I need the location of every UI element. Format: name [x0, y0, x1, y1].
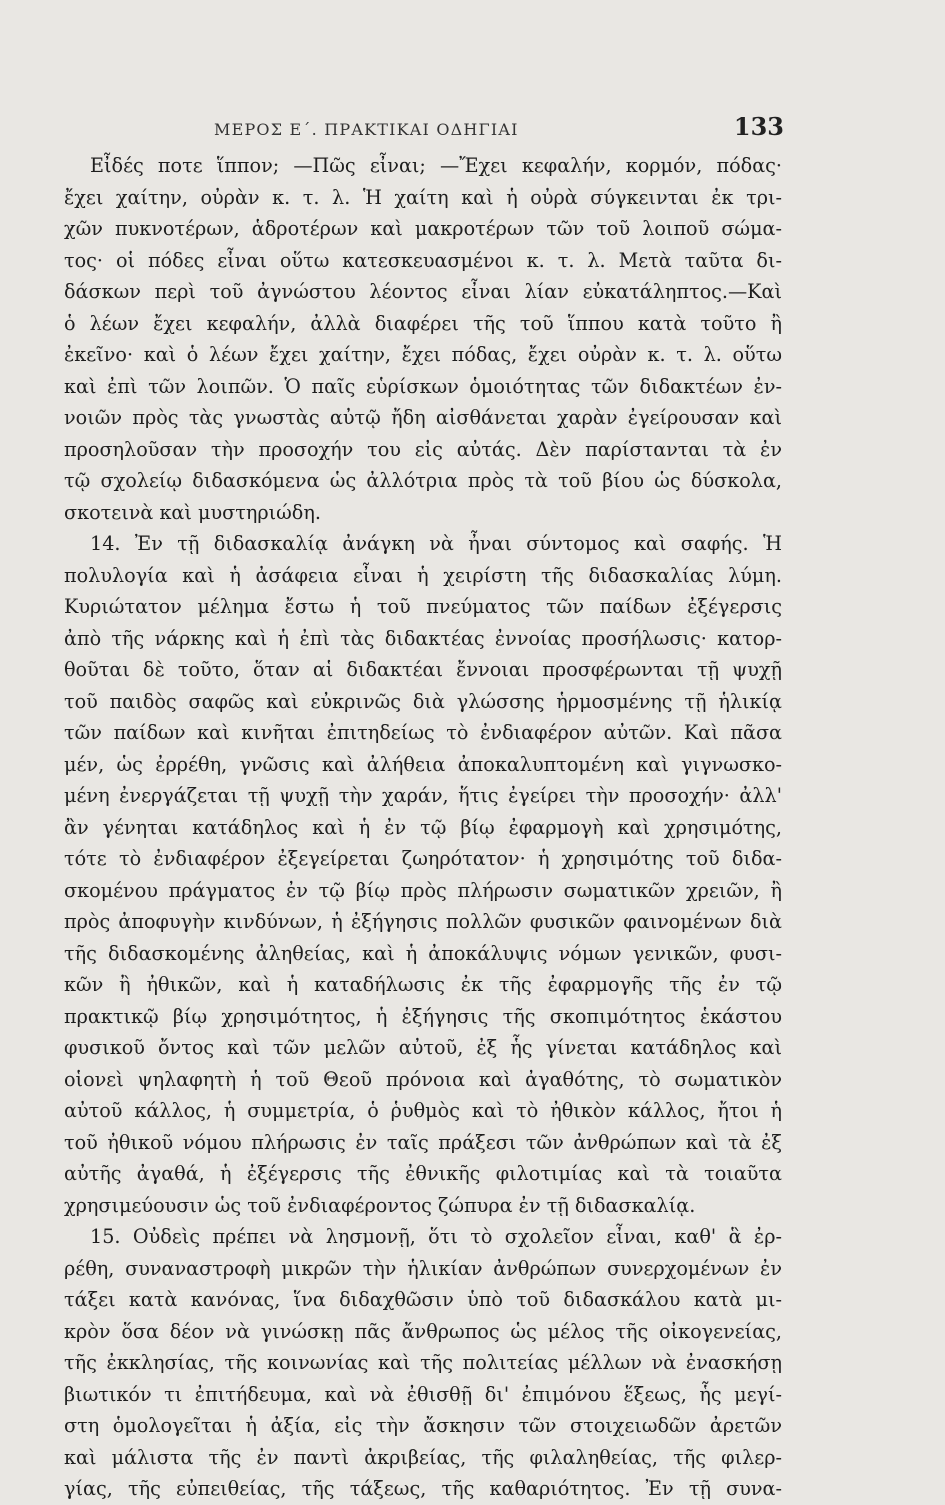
- text-line: Κυριώτατον μέλημα ἔστω ἡ τοῦ πνεύματος τῶν παίδων ἐξέγερσις: [64, 595, 782, 618]
- text-line: πρὸς ἀποφυγὴν κινδύνων, ἡ ἐξήγησις πολλῶν φυσικῶν φαινομένων διὰ: [64, 910, 782, 933]
- running-head: ΜΕΡΟΣ Ε΄. ΠΡΑΚΤΙΚΑΙ ΟΔΗΓΙΑΙ: [214, 120, 519, 139]
- text-line: μέν, ὡς ἐρρέθη, γνῶσις καὶ ἀλήθεια ἀποκαλυπτομένη καὶ γιγνωσκο-: [64, 752, 782, 776]
- text-line: ὁ λέων ἔχει κεφαλήν, ἀλλὰ διαφέρει τῆς τοῦ ἵππου κατὰ τοῦτο ἢ: [64, 311, 782, 335]
- text-line: θοῦται δὲ τοῦτο, ὅταν αἱ διδακτέαι ἔννοιαι προσφέρωνται τῇ ψυχῇ: [64, 658, 782, 681]
- page-number: 133: [733, 112, 784, 141]
- text-line: τῶν παίδων καὶ κινῆται ἐπιτηδείως τὸ ἐνδιαφέρον αὐτῶν. Καὶ πᾶσα: [64, 721, 782, 744]
- text-line: τότε τὸ ἐνδιαφέρον ἐξεγείρεται ζωηρότατον· ἡ χρησιμότης τοῦ διδα-: [64, 847, 782, 870]
- text-line: πρακτικῷ βίῳ χρησιμότητος, ἡ ἐξήγησις τῆς σκοπιμότητος ἑκάστου: [64, 1004, 782, 1028]
- page-header: [64, 112, 784, 146]
- text-line: φυσικοῦ ὄντος καὶ τῶν μελῶν αὐτοῦ, ἐξ ἧς γίνεται κατάδηλος καὶ: [64, 1036, 782, 1059]
- text-line: τάξει κατὰ κανόνας, ἵνα διδαχθῶσιν ὑπὸ τοῦ διδασκάλου κατὰ μι-: [64, 1288, 782, 1311]
- text-line: ἔχει χαίτην, οὐρὰν κ. τ. λ. Ἡ χαίτη καὶ ἡ οὐρὰ σύγκεινται ἐκ τρι-: [64, 185, 782, 209]
- text-line: χῶν πυκνοτέρων, ἁδροτέρων καὶ μακροτέρων τῶν τοῦ λοιποῦ σώμα-: [64, 217, 782, 240]
- text-line: μένη ἐνεργάζεται τῇ ψυχῇ τὴν χαράν, ἥτις ἐγείρει τὴν προσοχήν· ἀλλ': [64, 784, 782, 807]
- text-line: πολυλογία καὶ ἡ ἀσάφεια εἶναι ἡ χειρίστη τῆς διδασκαλίας λύμη.: [64, 563, 782, 587]
- text-line: ἀπὸ τῆς νάρκης καὶ ἡ ἐπὶ τὰς διδακτέας ἐννοίας προσήλωσις· κατορ-: [64, 626, 782, 650]
- text-line: γίας, τῆς εὐπειθείας, τῆς τάξεως, τῆς καθαριότητος. Ἐν τῇ συνα-: [64, 1477, 782, 1500]
- text-line: στη ὁμολογεῖται ἡ ἀξία, εἰς τὴν ἄσκησιν τῶν στοιχειωδῶν ἀρετῶν: [64, 1414, 782, 1437]
- text-line: καὶ μάλιστα τῆς ἐν παντὶ ἀκριβείας, τῆς φιλαληθείας, τῆς φιλερ-: [64, 1445, 782, 1469]
- text-line: κῶν ἢ ἠθικῶν, καὶ ἡ καταδήλωσις ἐκ τῆς ἐφαρμογῆς τῆς ἐν τῷ: [64, 973, 782, 996]
- text-line: βιωτικόν τι ἐπιτήδευμα, καὶ νὰ ἐθισθῇ δι' ἐπιμόνου ἕξεως, ἧς μεγί-: [64, 1382, 782, 1406]
- text-line: τοῦ ἠθικοῦ νόμου πλήρωσις ἐν ταῖς πράξεσι τῶν ἀνθρώπων καὶ τὰ ἐξ: [64, 1130, 782, 1154]
- section-heading-14: 14. Ἐν τῇ διδασκαλίᾳ ἀνάγκη νὰ ἦναι σύντομος καὶ σαφής. Ἡ: [90, 532, 782, 555]
- text-line: αὐτοῦ κάλλος, ἡ συμμετρία, ὁ ῥυθμὸς καὶ τὸ ἠθικὸν κάλλος, ἤτοι ἡ: [64, 1099, 782, 1122]
- text-line: Εἶδές ποτε ἵππον; —Πῶς εἶναι; —Ἔχει κεφαλήν, κορμόν, πόδας·: [90, 154, 782, 177]
- text-line: προσηλοῦσαν τὴν προσοχήν του εἰς αὐτάς. Δὲν παρίστανται τὰ ἐν: [64, 437, 782, 461]
- text-line: σκοτεινὰ καὶ μυστηριώδη.: [64, 500, 321, 524]
- text-line: τῆς ἐκκλησίας, τῆς κοινωνίας καὶ τῆς πολιτείας μέλλων νὰ ἐνασκήσῃ: [64, 1351, 782, 1374]
- text-line: αὐτῆς ἀγαθά, ἡ ἐξέγερσις τῆς ἐθνικῆς φιλοτιμίας καὶ τὰ τοιαῦτα: [64, 1162, 782, 1185]
- text-line: σκομένου πράγματος ἐν τῷ βίῳ πρὸς πλήρωσιν σωματικῶν χρειῶν, ἢ: [64, 878, 782, 902]
- section-heading-15: 15. Οὐδεὶς πρέπει νὰ λησμονῇ, ὅτι τὸ σχολεῖον εἶναι, καθ' ἃ ἐρ-: [90, 1225, 782, 1248]
- text-line: νοιῶν πρὸς τὰς γνωστὰς αὐτῷ ἤδη αἰσθάνεται χαρὰν ἐγείρουσαν καὶ: [64, 406, 782, 429]
- body-text: [64, 150, 782, 1505]
- text-line: κρὸν ὅσα δέον νὰ γινώσκῃ πᾶς ἄνθρωπος ὡς μέλος τῆς οἰκογενείας,: [64, 1319, 782, 1343]
- text-line: τῷ σχολείῳ διδασκόμενα ὡς ἀλλότρια πρὸς τὰ τοῦ βίου ὡς δύσκολα,: [64, 469, 782, 492]
- text-line: τος· οἱ πόδες εἶναι οὕτω κατεσκευασμένοι κ. τ. λ. Μετὰ ταῦτα δι-: [64, 248, 782, 272]
- text-line: οἱονεὶ ψηλαφητὴ ἡ τοῦ Θεοῦ πρόνοια καὶ ἀγαθότης, τὸ σωματικὸν: [64, 1067, 782, 1091]
- text-line: χρησιμεύουσιν ὡς τοῦ ἐνδιαφέροντος ζώπυρα ἐν τῇ διδασκαλίᾳ.: [64, 1193, 696, 1217]
- text-line: ἐκεῖνο· καὶ ὁ λέων ἔχει χαίτην, ἔχει πόδας, ἔχει οὐρὰν κ. τ. λ. οὕτω: [64, 343, 782, 366]
- text-line: τοῦ παιδὸς σαφῶς καὶ εὐκρινῶς διὰ γλώσσης ἡρμοσμένης τῇ ἡλικίᾳ: [64, 689, 782, 713]
- text-line: καὶ ἐπὶ τῶν λοιπῶν. Ὁ παῖς εὑρίσκων ὁμοιότητας τῶν διδακτέων ἐν-: [64, 374, 782, 398]
- text-line: ἂν γένηται κατάδηλος καὶ ἡ ἐν τῷ βίῳ ἐφαρμογὴ καὶ χρησιμότης,: [64, 815, 782, 839]
- text-line: δάσκων περὶ τοῦ ἀγνώστου λέοντος εἶναι λίαν εὐκατάληπτος.—Καὶ: [64, 280, 782, 303]
- text-line: ρέθη, συναναστροφὴ μικρῶν τὴν ἡλικίαν ἀνθρώπων συνερχομένων ἐν: [64, 1256, 782, 1280]
- text-line: τῆς διδασκομένης ἀληθείας, καὶ ἡ ἀποκάλυψις νόμων γενικῶν, φυσι-: [64, 941, 782, 965]
